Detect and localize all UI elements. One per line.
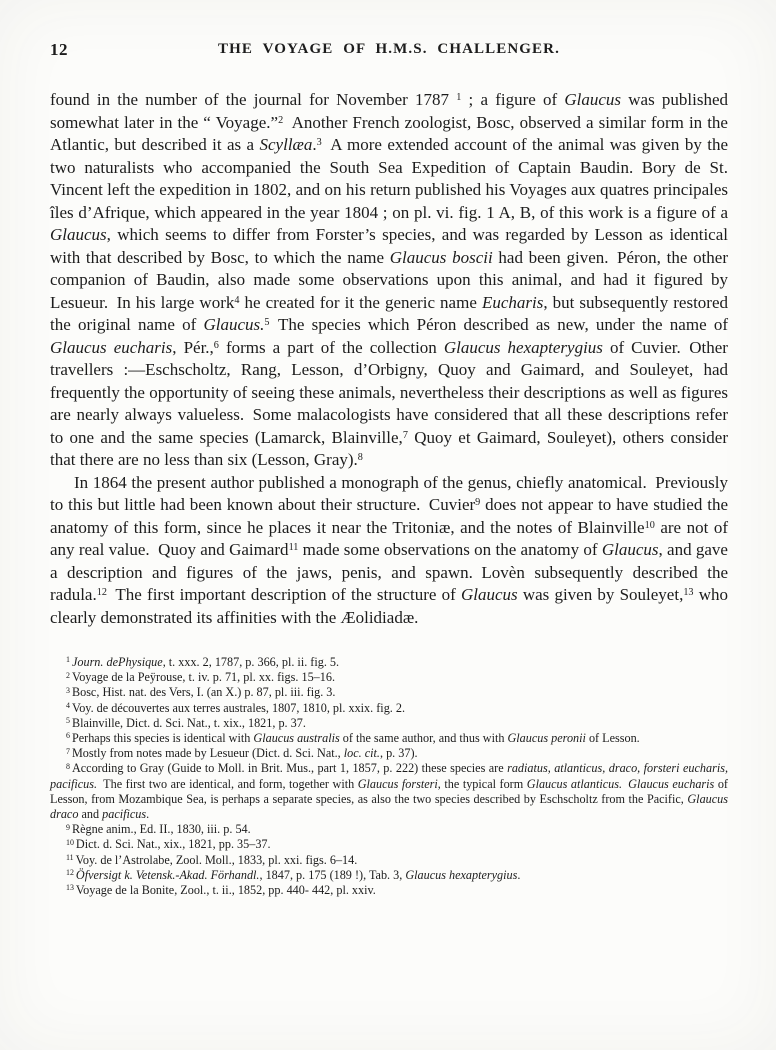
footnote-reference: 13: [683, 586, 694, 598]
text-run: of the same author, and thus with: [339, 731, 508, 746]
italic-text: Glaucus eucharis: [50, 337, 173, 357]
footnote-reference: 8: [357, 451, 363, 463]
paragraph: [50, 472, 728, 630]
footnote-reference: 1: [456, 91, 462, 103]
page-header: [50, 40, 728, 62]
text-run: , t. xxx. 2, 1787, p. 366, pl. ii. fig. 5.: [162, 655, 340, 669]
footnote: [50, 853, 728, 868]
footnote-number: 8: [66, 761, 70, 771]
footnote-reference: 4: [234, 294, 240, 306]
text-run: The first important description of the structure of: [106, 585, 461, 604]
text-run: Voy. de découvertes aux terres australes, 1807, 1810, pl. xxix. fig. 2.: [71, 700, 406, 715]
text-run: of Cuvier. Other travellers :—Eschscholtz, Rang, Lesson, d’Orbigny, Quoy and Gaimard, and Souleyet, had frequently the opportunity of seeing these animals, nevertheless their descriptions as well as figures are nearly always valueless. Some malacologists have considered that all these descriptions refer to one and the same species (Lamarck, Blainville,: [50, 337, 728, 447]
footnote: [50, 731, 728, 746]
text-run: made some observations on the anatomy of: [298, 540, 602, 559]
italic-text: Glaucus: [460, 585, 518, 604]
italic-text: Journ. dePhysique: [71, 655, 163, 669]
text-run: Dict. d. Sci. Nat., xix., 1821, pp. 35–37.: [75, 837, 271, 852]
italic-text: Glaucus hexapterygius: [443, 337, 603, 357]
text-run: and: [78, 807, 103, 822]
text-run: , but subsequently restored the original name of: [50, 292, 729, 334]
footnote-number: 6: [66, 731, 70, 741]
text-run: The species which Péron described as new, under the name of: [269, 315, 728, 334]
text-run: A more extended account of the animal was given by the two naturalists who accompanied the South Sea Expedition of Captain Baudin. Bory de St. Vincent left the expedition in 1802, and on his return published his Voyages aux quatres principales îles d’Afrique, which appeared in the year 1804 ; on pl. vi. fig. 1 A, B, of this work is a figure of a: [50, 135, 728, 222]
text-run: .: [312, 135, 317, 154]
footnote-number: 3: [66, 685, 70, 695]
footnote: [50, 701, 728, 716]
text-run: Blainville, Dict. d. Sci. Nat., t. xix., 1821, p. 37.: [71, 715, 306, 730]
text-run: of Lesson.: [585, 731, 640, 746]
footnote-reference: 2: [278, 114, 284, 126]
text-run: Voyage de la Bonite, Zool., t. ii., 1852, pp. 440- 442, pl. xxiv.: [75, 883, 376, 898]
footnote-section: [50, 655, 728, 898]
text-run: , Pér.,: [172, 337, 214, 357]
footnote-reference: 9: [475, 496, 481, 508]
footnote-reference: 7: [402, 429, 408, 441]
text-run: , p. 37).: [379, 746, 418, 761]
text-run: Mostly from notes made by Lesueur (Dict. d. Sci. Nat.,: [71, 746, 344, 761]
italic-text: Glaucus atlanticus.: [526, 776, 623, 791]
text-run: had been given. Péron, the other companion of Baudin, also made some observations upon this animal, and had it figured by Lesueur. In his large work: [50, 247, 728, 312]
italic-text: Glaucus.: [203, 315, 265, 334]
footnote: [50, 655, 728, 670]
italic-text: Glaucus boscii: [389, 247, 493, 267]
italic-text: Glaucus forsteri: [357, 776, 438, 791]
running-title: THE VOYAGE OF H.M.S. CHALLENGER.: [218, 41, 560, 57]
text-run: found in the number of the journal for November 1787: [50, 90, 457, 109]
text-run: who clearly demonstrated its affinities with the Æolidiadæ.: [50, 585, 728, 627]
footnote: [50, 837, 728, 852]
page-number: 12: [50, 40, 68, 59]
text-run: , 1847, p. 175 (189 !), Tab. 3,: [259, 867, 406, 882]
text-run: Perhaps this species is identical with: [71, 731, 254, 746]
text-run: Bosc, Hist. nat. des Vers, I. (an X.) p. 87, pl. iii. fig. 3.: [71, 685, 336, 700]
italic-text: Glaucus: [601, 540, 659, 559]
italic-text: Glaucus peronii: [507, 731, 586, 746]
italic-text: Eucharis: [481, 292, 544, 312]
text-run: The first two are identical, and form, together with: [97, 776, 358, 791]
text-run: , the typical form: [437, 776, 527, 791]
footnote: [50, 868, 728, 883]
footnote-reference: 5: [264, 316, 270, 328]
text-run: , which seems to differ from Forster’s species, and was regarded by Lesson as identical with that described by Bosc, to which the name: [50, 225, 728, 267]
italic-text: Glaucus australis: [253, 731, 340, 746]
footnote-number: 5: [66, 716, 70, 726]
footnote: [50, 822, 728, 837]
footnote-number: 2: [66, 670, 70, 680]
italic-text: Glaucus draco: [50, 791, 728, 822]
footnote: [50, 670, 728, 685]
footnote-reference: 10: [644, 519, 655, 531]
text-run: , and gave a description and figures of the jaws, penis, and spawn. Lovèn subsequently described the radula.: [50, 540, 728, 604]
text-run: are not of any real value. Quoy and Gaimard: [50, 517, 728, 559]
text-run: According to Gray (Guide to Moll. in Brit. Mus., part 1, 1857, p. 222) these species are: [71, 761, 508, 776]
footnote-number: 9: [66, 822, 70, 832]
italic-text: Glaucus: [50, 225, 107, 244]
footnote: [50, 716, 728, 731]
text-run: Quoy et Gaimard, Souleyet), others consider that there are no less than six (Lesson, Gray).: [50, 427, 729, 469]
italic-text: Glaucus eucharis: [628, 776, 715, 791]
text-run: Voy. de l’Astrolabe, Zool. Moll., 1833, pl. xxi. figs. 6–14.: [75, 852, 358, 867]
footnote-number: 7: [66, 746, 70, 756]
text-run: Voyage de la Peÿrouse, t. iv. p. 71, pl. xx. figs. 15–16.: [71, 670, 335, 685]
text-run: In 1864 the present author published a monograph of the genus, chiefly anatomical. Previously to this but little had been known about their structure. Cuvier: [50, 472, 728, 514]
footnote-number: 12: [66, 868, 74, 878]
text-run: was published somewhat later in the “ Voyage.”: [50, 90, 728, 132]
footnote-reference: 11: [288, 541, 299, 553]
footnote-number: 1: [66, 655, 70, 665]
footnote-reference: 6: [213, 339, 219, 351]
footnote-number: 4: [66, 701, 70, 711]
text-run: was given by Souleyet,: [517, 585, 684, 604]
text-run: of Lesson, from Mozambique Sea, is perhaps a separate species, as also the two species described by Eschscholtz from the Pacific,: [50, 776, 728, 806]
text-run: .: [146, 807, 150, 822]
italic-text: Öfversigt k. Vetensk.-Akad. Förhandl.: [75, 867, 260, 882]
footnote: [50, 761, 728, 822]
paragraph: [50, 89, 728, 472]
italic-text: Glaucus: [564, 90, 622, 109]
italic-text: radiatus, atlanticus, draco, forsteri eucharis, pacificus.: [50, 761, 729, 791]
footnote-number: 13: [66, 883, 74, 893]
body-paragraphs: [50, 89, 728, 629]
text-run: .: [517, 867, 521, 882]
text-run: ; a figure of: [461, 90, 565, 109]
text-run: does not appear to have studied the anatomy of this form, since he places it near the Tritoniæ, and the notes of Blainville: [50, 495, 728, 537]
footnote-number: 11: [66, 853, 74, 863]
italic-text: Scyllæa: [259, 135, 313, 154]
footnote: [50, 685, 728, 700]
footnote: [50, 883, 728, 898]
text-run: forms a part of the collection: [218, 337, 444, 357]
text-run: he created for it the generic name: [239, 292, 482, 312]
footnote-reference: 3: [316, 136, 322, 148]
italic-text: Glaucus hexapterygius: [405, 867, 518, 882]
text-run: Another French zoologist, Bosc, observed a similar form in the Atlantic, but described it as a: [50, 112, 728, 154]
text-run: Règne anim., Ed. II., 1830, iii. p. 54.: [71, 822, 251, 837]
footnote: [50, 746, 728, 761]
italic-text: pacificus: [102, 807, 147, 822]
footnote-list: [50, 655, 728, 898]
footnote-reference: 12: [96, 586, 107, 598]
footnote-number: 10: [66, 837, 74, 847]
italic-text: loc. cit.: [343, 746, 380, 761]
